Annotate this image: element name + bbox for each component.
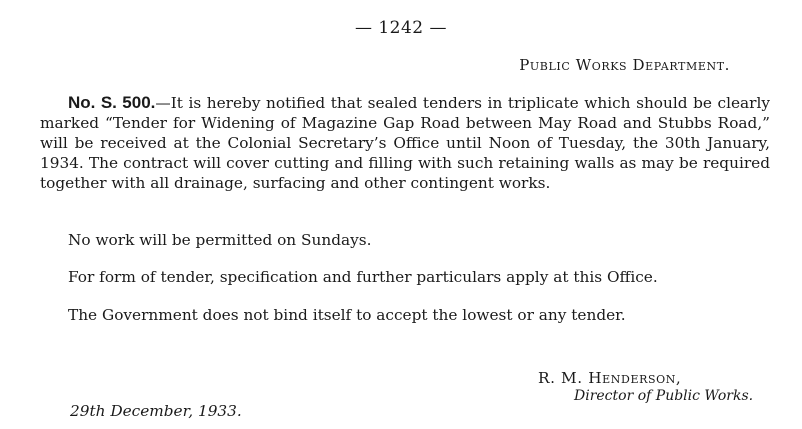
department-heading: Public Works Department. bbox=[519, 56, 730, 74]
tender-form-paragraph: For form of tender, specification and further particulars apply at this Office. bbox=[68, 268, 658, 286]
signatory-name: R. M. Henderson, bbox=[538, 369, 682, 387]
notice-date: 29th December, 1933. bbox=[70, 402, 242, 420]
government-disclaimer-paragraph: The Government does not bind itself to accept the lowest or any tender. bbox=[68, 306, 626, 324]
notice-number: No. S. 500. bbox=[68, 93, 156, 112]
signatory-title: Director of Public Works. bbox=[574, 388, 754, 404]
notice-body: —It is hereby notified that sealed tenders in triplicate which should be clearly marked “Tender for Widening of Magazine Gap Road between May Road and Stubbs Road,” will be received at the Colonial Secretary’s Office until Noon of Tuesday, the 30th January, 1934. The contract will cover cutting and filling with such retaining walls as may be required together with all drainage, surfacing and other contingent works. bbox=[40, 94, 770, 192]
notice-paragraph bbox=[40, 93, 770, 193]
page-number: — 1242 — bbox=[354, 18, 448, 38]
sunday-work-paragraph: No work will be permitted on Sundays. bbox=[68, 231, 372, 249]
